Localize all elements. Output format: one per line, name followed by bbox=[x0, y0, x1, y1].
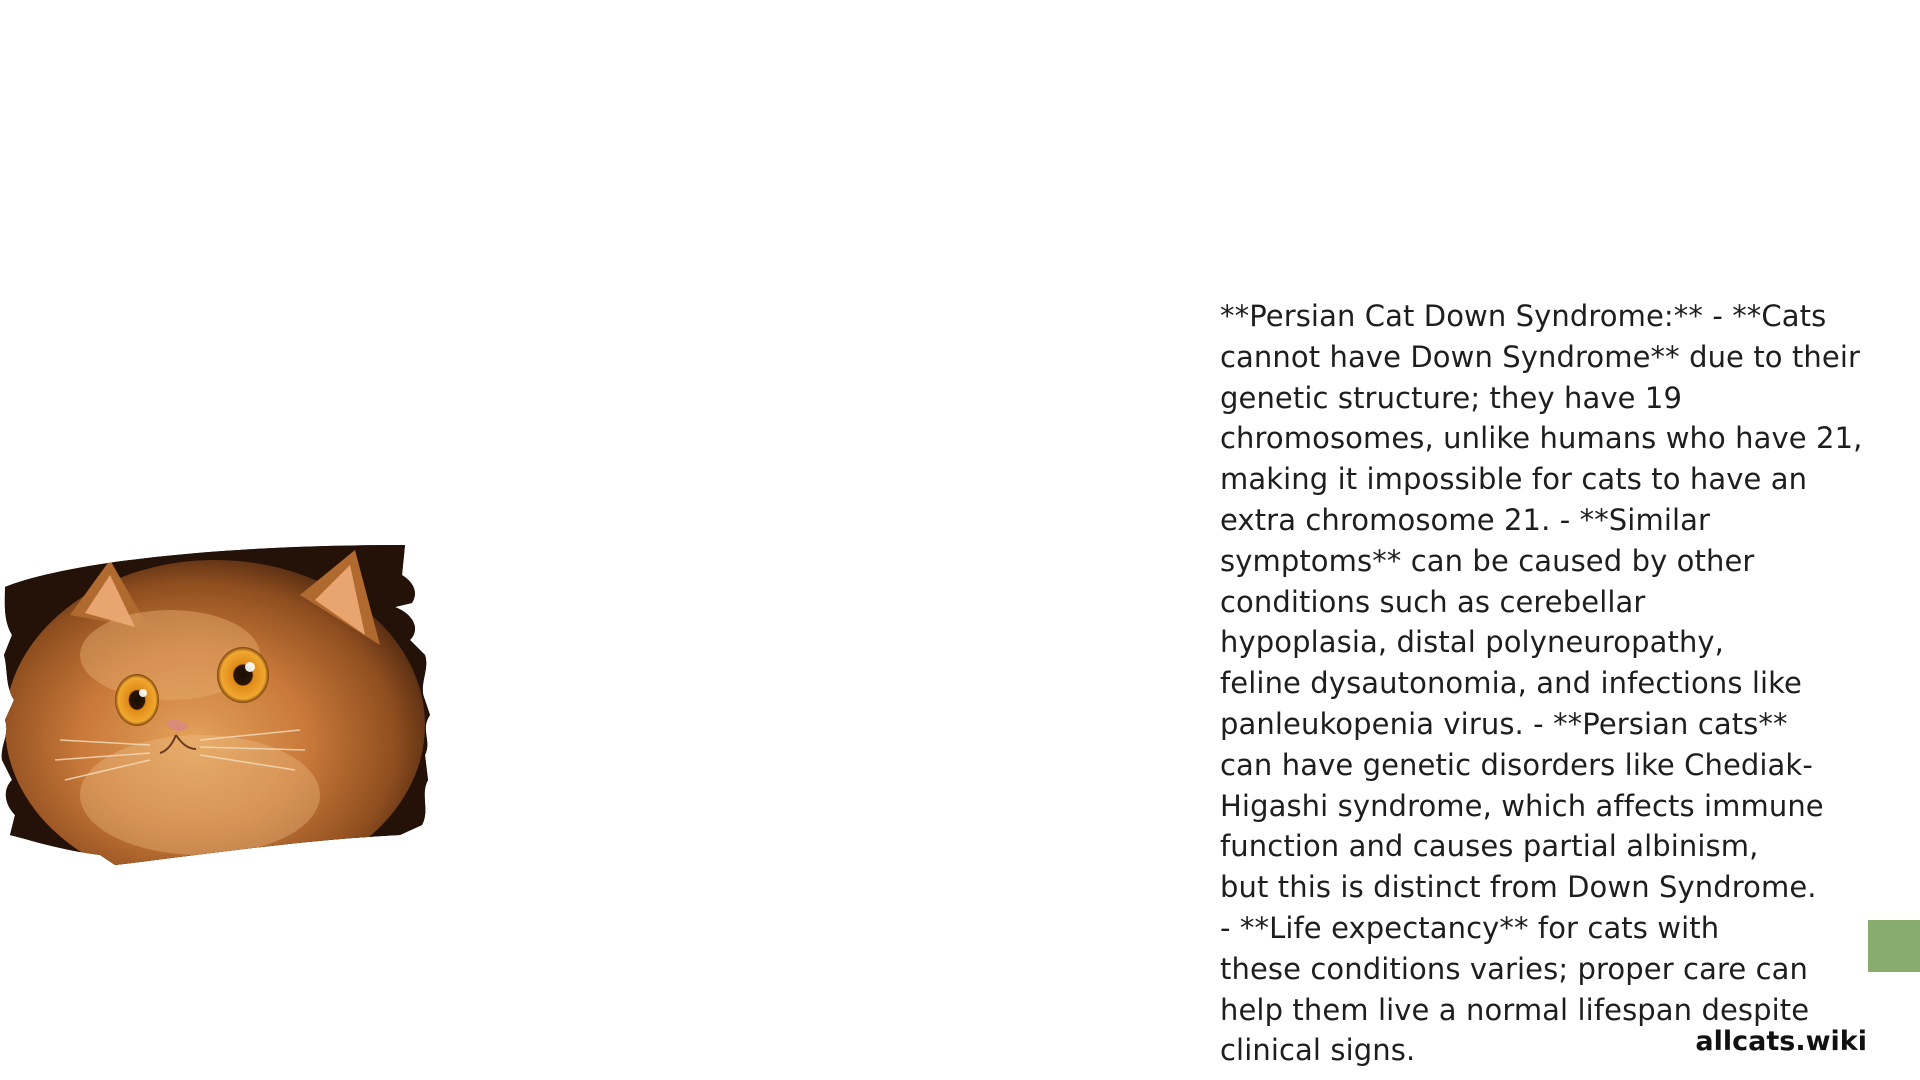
text-line: panleukopenia virus. - **Persian cats** bbox=[1220, 706, 1788, 741]
text-line: **Persian Cat Down Syndrome:** - **Cats bbox=[1220, 299, 1827, 333]
text-line: but this is distinct from Down Syndrome. bbox=[1220, 870, 1817, 905]
text-line: chromosomes, unlike humans who have 21, bbox=[1220, 421, 1863, 456]
text-line: can have genetic disorders like Chediak- bbox=[1220, 747, 1813, 782]
text-line: - **Life expectancy** for cats with bbox=[1220, 910, 1720, 945]
text-line: making it impossible for cats to have an bbox=[1220, 462, 1808, 497]
persian-cat-image bbox=[0, 535, 440, 870]
text-line: help them live a normal lifespan despite bbox=[1220, 992, 1810, 1027]
text-line: clinical signs. bbox=[1220, 1033, 1416, 1068]
text-line: extra chromosome 21. - **Similar bbox=[1220, 502, 1711, 537]
accent-square bbox=[1868, 920, 1920, 972]
text-line: these conditions varies; proper care can bbox=[1220, 951, 1809, 986]
text-line: function and causes partial albinism, bbox=[1220, 829, 1759, 864]
brand-label: allcats.wiki bbox=[1695, 1026, 1867, 1057]
text-line: Higashi syndrome, which affects immune bbox=[1220, 788, 1824, 823]
article-text bbox=[1220, 296, 1863, 1071]
text-line: conditions such as cerebellar bbox=[1220, 584, 1646, 619]
text-line: symptoms** can be caused by other bbox=[1220, 543, 1755, 578]
text-line: genetic structure; they have 19 bbox=[1220, 380, 1683, 415]
text-line: hypoplasia, distal polyneuropathy, bbox=[1220, 625, 1725, 660]
text-line: cannot have Down Syndrome** due to their bbox=[1220, 339, 1861, 374]
text-line: feline dysautonomia, and infections like bbox=[1220, 666, 1802, 701]
